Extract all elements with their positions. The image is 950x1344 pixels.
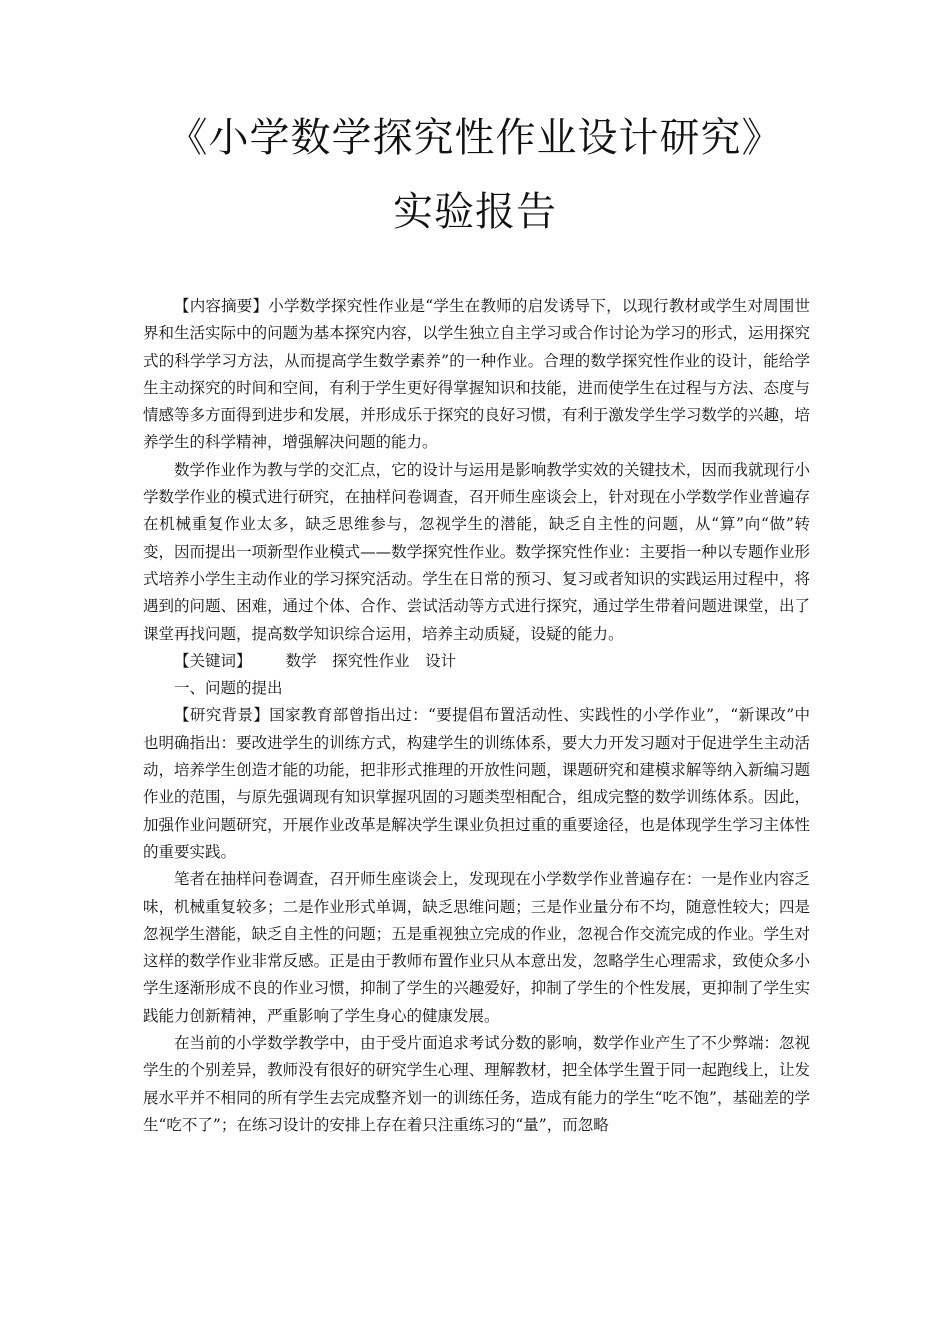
keyword: 数学	[285, 651, 317, 670]
keywords-line	[143, 648, 810, 675]
background-text: 国家教育部曾指出过：“要提倡布置活动性、实践性的小学作业”，“新课改”中也明确指出：要改进学生的训练方式，构建学生的训练体系，要大力开发习题对于促进学生主动活动，培养学生创造才能的功能，把非形式推理的开放性问题，课题研究和建模求解等纳入新编习题作业的范围，与原先强调现有知识掌握巩固的习题类型相配合，组成完整的数学训练体系。因此，加强作业问题研究，开展作业改革是解决学生课业负担过重的重要途径，也是体现学生学习主体性的重要实践。	[143, 706, 810, 861]
keywords-label: 【关键词】	[174, 651, 252, 670]
abstract-paragraph	[143, 293, 810, 457]
abstract-text: 小学数学探究性作业是“学生在教师的启发诱导下，以现行教材或学生对周围世界和生活实际中的问题为基本探究内容，以学生独立自主学习或合作讨论为学习的形式，运用探究式的科学学习方法，从而提高学生数学素养”的一种作业。合理的数学探究性作业的设计，能给学生主动探究的时间和空间，有利于学生更好得掌握知识和技能，进而使学生在过程与方法、态度与情感等多方面得到进步和发展，并形成乐于探究的良好习惯，有利于激发学生学习数学的兴趣，培养学生的科学精神，增强解决问题的能力。	[143, 297, 810, 452]
document-subtitle: 实验报告	[393, 189, 557, 235]
abstract-label: 【内容摘要】	[174, 297, 269, 315]
section-heading: 一、问题的提出	[174, 679, 283, 698]
problems-paragraph: 在当前的小学数学教学中，由于受片面追求考试分数的影响，数学作业产生了不少弊端：忽视学生的个别差异，教师没有很好的研究学生心理、理解教材，把全体学生置于同一起跑线上，让发展水平并不相同的所有学生去完成整齐划一的训练任务，造成有能力的学生“吃不饱”，基础差的学生“吃不了”；在练习设计的安排上存在着只注重练习的“量”，而忽略	[143, 1034, 810, 1134]
findings-paragraph: 笔者在抽样问卷调查，召开师生座谈会上，发现现在小学数学作业普遍存在：一是作业内容乏味，机械重复较多；二是作业形式单调，缺乏思维问题；三是作业量分布不均，随意性较大；四是忽视学生潜能，缺乏自主性的问题；五是重视独立完成的作业，忽视合作交流完成的作业。学生对这样的数学作业非常反感。正是由于教师布置作业只从本意出发，忽略学生心理需求，致使众多小学生逐渐形成不良的作业习惯，抑制了学生的兴趣爱好，抑制了学生的个性发展，更抑制了学生实践能力创新精神，严重影响了学生身心的健康发展。	[143, 870, 810, 1025]
background-label: 【研究背景】	[174, 706, 270, 725]
keyword: 设计	[425, 651, 457, 670]
keyword: 探究性作业	[332, 651, 410, 670]
document-body	[143, 293, 810, 1139]
background-paragraph	[143, 702, 810, 866]
intro-paragraph: 数学作业作为教与学的交汇点，它的设计与运用是影响教学实效的关键技术，因而我就现行小学数学作业的模式进行研究，在抽样问卷调查，召开师生座谈会上，针对现在小学数学作业普遍存在机械重复作业太多，缺乏思维参与，忽视学生的潜能，缺乏自主性的问题，从“算”向“做”转变，因而提出一项新型作业模式——数学探究性作业。数学探究性作业：主要指一种以专题作业形式培养小学生主动作业的学习探究活动。学生在日常的预习、复习或者知识的实践运用过程中，将遇到的问题、困难，通过个体、合作、尝试活动等方式进行探究，通过学生带着问题进课堂，出了课堂再找问题，提高数学知识综合运用，培养主动质疑，设疑的能力。	[143, 460, 810, 643]
document-title: 《小学数学探究性作业设计研究》	[167, 115, 783, 161]
